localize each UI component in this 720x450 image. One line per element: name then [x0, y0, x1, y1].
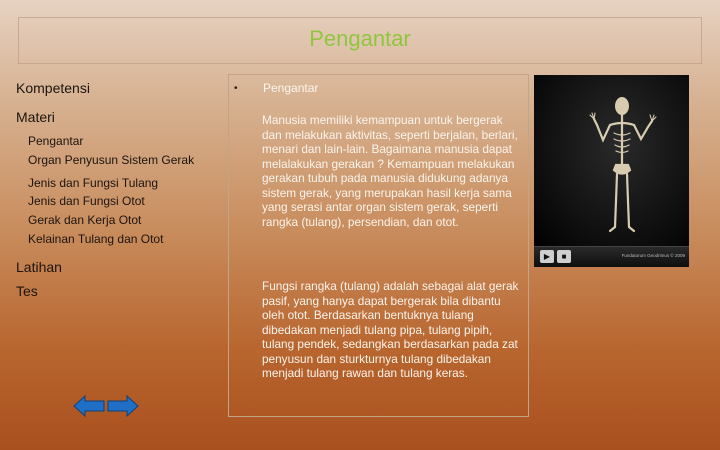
menu-item-organ-penyusun[interactable]: Organ Penyusun Sistem Gerak — [28, 153, 195, 167]
content-paragraph-2: Fungsi rangka (tulang) adalah sebagai alat gerak pasif, yang hanya dapat bergerak bila dibantu oleh otot. Berdasarkan bentuknya tulang dibedakan menjadi tulang pipa, tulang pipih, tulang pendek, sedangkan berdasarkan pada zat penyusun dan sturkturnya tulang dibedakan menjadi tulang rawan dan tulang keras. — [262, 279, 519, 380]
bullet-icon: • — [234, 83, 238, 94]
menu-item-tes[interactable]: Tes — [16, 283, 38, 299]
menu-item-kompetensi[interactable]: Kompetensi — [16, 80, 90, 96]
content-heading: Pengantar — [263, 81, 319, 95]
back-arrow-icon[interactable] — [72, 394, 106, 418]
video-credit: Fundatorum Geodrimus © 2009 — [621, 253, 685, 258]
stop-icon: ■ — [561, 252, 567, 261]
play-icon: ▶ — [543, 252, 551, 261]
stop-button[interactable] — [557, 250, 571, 263]
slide-title: Pengantar — [309, 25, 411, 51]
slide-title-box — [18, 17, 702, 64]
content-panel — [228, 74, 529, 417]
menu-item-jenis-fungsi-tulang[interactable]: Jenis dan Fungsi Tulang — [28, 176, 159, 190]
video-frame — [534, 75, 689, 247]
menu-item-latihan[interactable]: Latihan — [16, 259, 62, 275]
menu-item-gerak-kerja-otot[interactable]: Gerak dan Kerja Otot — [28, 213, 142, 227]
play-button[interactable] — [540, 250, 554, 263]
menu-item-materi[interactable]: Materi — [16, 109, 55, 125]
menu-item-jenis-fungsi-otot[interactable]: Jenis dan Fungsi Otot — [28, 194, 145, 208]
content-paragraph-1: Manusia memiliki kemampuan untuk bergerak dan melakukan aktivitas, seperti berjalan, berlari, menari dan lain-lain. Bagaimana manusia dapat melalakukan gerakan ? Kemampuan melakukan gerakan tubuh pada manusia didukung adanya sistem gerak, yang merupakan hasil kerja sama yang serasi antar organ sistem gerak, seperti rangka (tulang), persendian, dan otot. — [262, 113, 518, 229]
video-controls — [534, 246, 689, 267]
menu-item-pengantar[interactable]: Pengantar — [28, 134, 84, 148]
video-player[interactable] — [534, 75, 689, 267]
skeleton-icon — [534, 75, 689, 247]
next-arrow-icon[interactable] — [106, 394, 140, 418]
menu-item-kelainan[interactable]: Kelainan Tulang dan Otot — [28, 232, 164, 246]
